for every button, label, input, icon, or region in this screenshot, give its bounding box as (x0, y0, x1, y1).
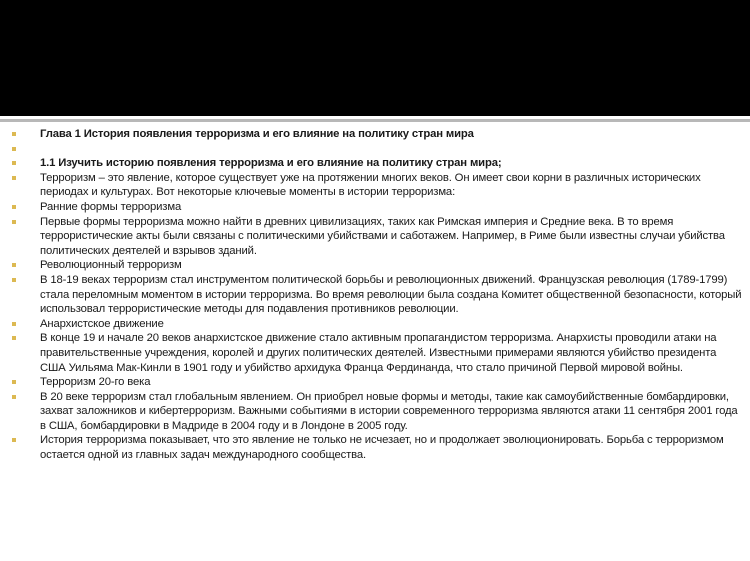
list-item-chapter-title (0, 127, 750, 142)
list-item-text: В 18-19 веках терроризм стал инструментом политической борьбы и революционных движений. Французская революция (1789-1799) стала переломным моментом в истории терроризма. Во время революции была создана Комитет общественной безопасности, который использовал террористические методы для подавления противников революции. (40, 273, 742, 316)
list-item-20th-century-body (0, 390, 750, 434)
list-item-anarchist-heading (0, 317, 750, 332)
list-item-section-title (0, 156, 750, 171)
list-item-empty (0, 142, 750, 157)
bullet-icon (12, 336, 16, 340)
list-item-text: История терроризма показывает, что это явление не только не исчезает, но и продолжает эволюционировать. Борьба с терроризмом остается одной из главных задач международного сообщества. (40, 434, 724, 462)
list-item-revolutionary-heading (0, 258, 750, 273)
list-item-text: Первые формы терроризма можно найти в древних цивилизациях, таких как Римская империя и Средние века. В то время террористические акты были связаны с политическими убийствами и саботажем. Например, в Риме были известны случаи убийства политических деятелей и взрывов зданий. (40, 215, 725, 257)
bullet-icon (12, 395, 16, 399)
bullet-icon (12, 147, 16, 151)
bullet-icon (12, 278, 16, 282)
bullet-icon (12, 176, 16, 180)
list-item-text: 1.1 Изучить историю появления терроризма и его влияние на политику стран мира; (40, 157, 502, 170)
bullet-icon (12, 263, 16, 267)
bullet-icon (12, 205, 16, 209)
list-item-intro (0, 171, 750, 200)
slide-content (0, 127, 750, 463)
list-item-text: Революционный терроризм (40, 259, 182, 272)
list-item-text: Терроризм – это явление, которое существует уже на протяжении многих веков. Он имеет свои корни в различных исторических периодах и культурах. Вот некоторые ключевые моменты в истории терроризма: (40, 171, 701, 199)
list-item-anarchist-body (0, 331, 750, 375)
list-item-text: Глава 1 История появления терроризма и его влияние на политику стран мира (40, 128, 474, 140)
list-item-early-forms-body (0, 215, 750, 259)
list-item-20th-century-heading (0, 375, 750, 390)
bullet-icon (12, 380, 16, 384)
list-item-text: Ранние формы терроризма (40, 200, 182, 213)
list-item-text: В конце 19 и начале 20 веков анархистское движение стало активным пропагандистом терроризма. Анархисты проводили атаки на правительственные учреждения, королей и других политических деятелей. Известными примерами являются убийство президента США Уильяма Мак-Кинли в 1901 году и убийство архидука Франца Фердинанда, что стало причиной Первой мировой войны. (40, 332, 717, 374)
bullet-icon (12, 161, 16, 165)
list-item-early-forms-heading (0, 200, 750, 215)
bullet-icon (12, 322, 16, 326)
list-item-conclusion (0, 433, 750, 462)
list-item-revolutionary-body (0, 273, 750, 317)
slide-header-band (0, 0, 750, 116)
bullet-icon (12, 132, 16, 136)
bullet-icon (12, 220, 16, 224)
header-divider (0, 119, 750, 122)
bullet-icon (12, 438, 16, 442)
list-item-text: В 20 веке терроризм стал глобальным явлением. Он приобрел новые формы и методы, такие как самоубийственные бомбардировки, захват заложников и кибертерроризм. Важными событиями в истории современного терроризма являются атаки 11 сентября 2001 года в США, бомбардировки в Мадриде в 2004 году и в Лондоне в 2005 году. (40, 390, 738, 432)
list-item-text: Терроризм 20-го века (40, 376, 151, 389)
list-item-text: Анархистское движение (40, 317, 164, 330)
